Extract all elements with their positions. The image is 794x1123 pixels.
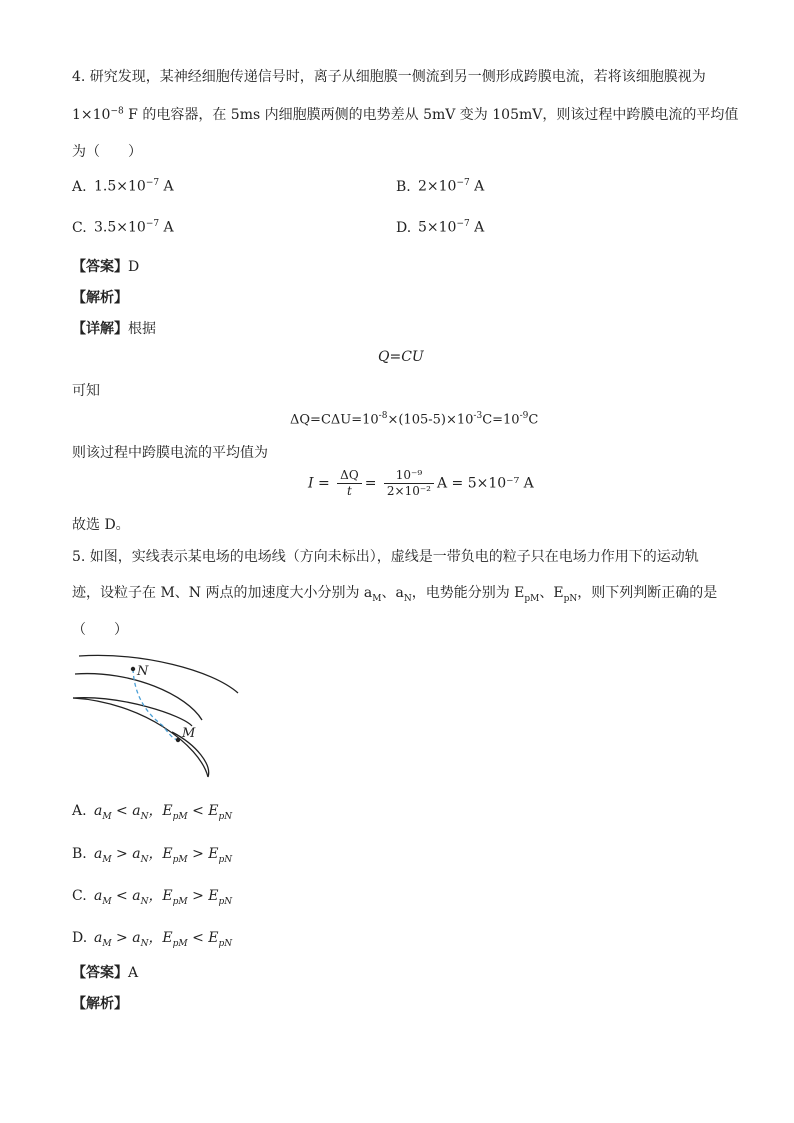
q4-avg-text: 则该过程中跨膜电流的平均值为	[72, 445, 268, 461]
q4-line1: 4. 研究发现，某神经细胞传递信号时，离子从细胞膜一侧流到另一侧形成跨膜电流，若将该细胞膜视为	[72, 69, 706, 85]
q4-line3: 为（ ）	[72, 144, 142, 160]
point-m-label: M	[182, 726, 196, 741]
q5-analysis-tag: 【解析】	[72, 996, 128, 1012]
q4-option-c[interactable]: C. $3.5\times 10^{-7}$ A	[72, 219, 174, 236]
q5-answer: 【答案】A	[72, 965, 139, 981]
point-m-dot	[176, 738, 180, 742]
q4-conclusion: 故选 D。	[72, 517, 130, 533]
q5-line2: 迹，设粒子在 M、N 两点的加速度大小分别为 $a_M$、$a_N$，电势能分别为 $E_{pM}$、$E_{pN}$，则下列判断正确的是	[72, 585, 718, 604]
q4-option-a[interactable]: A. $1.5\times 10^{-7}$ A	[72, 178, 174, 195]
q4-eq3: I = $\frac{\Delta Q}{t}$ = $\frac{\text{10⁻⁹}}{\text{2×10⁻²}}$ A = 5×10⁻⁷ A	[308, 468, 534, 498]
q4-answer: 【答案】D	[72, 259, 140, 275]
q4-detail: 【详解】根据	[72, 321, 156, 337]
q4-line2: $1\times 10^{-8}$ F 的电容器，在 5ms 内细胞膜两侧的电势差从 5mV 变为 105mV，则该过程中跨膜电流的平均值	[72, 106, 739, 123]
point-n-label: N	[137, 664, 149, 679]
q5-line1: 5. 如图，实线表示某电场的电场线（方向未标出），虚线是一带负电的粒子只在电场力作用下的运动轨	[72, 549, 699, 565]
q4-analysis-tag: 【解析】	[72, 290, 128, 306]
q4-eq2: $\Delta Q=C\Delta U=10^{-8}\times(105-5)\times 10^{-3}C=10^{-9}C$	[290, 411, 539, 428]
q5-option-a[interactable]: A. $a_M < a_N$，$E_{pM} < E_{pN}$	[72, 803, 233, 822]
q5-option-d[interactable]: D. $a_M > a_N$，$E_{pM} < E_{pN}$	[72, 930, 233, 949]
point-n-dot	[131, 667, 135, 671]
q4-option-b[interactable]: B. $2\times 10^{-7}$ A	[396, 178, 485, 195]
q5-line3: （ ）	[72, 622, 128, 638]
q4-option-d[interactable]: D. $5\times 10^{-7}$ A	[396, 219, 485, 236]
q4-know: 可知	[72, 383, 100, 399]
q4-eq1: Q=CU	[378, 349, 424, 365]
electric-field-diagram	[72, 650, 248, 780]
q5-option-b[interactable]: B. $a_M > a_N$，$E_{pM} > E_{pN}$	[72, 846, 233, 865]
q5-option-c[interactable]: C. $a_M < a_N$，$E_{pM} > E_{pN}$	[72, 888, 233, 907]
